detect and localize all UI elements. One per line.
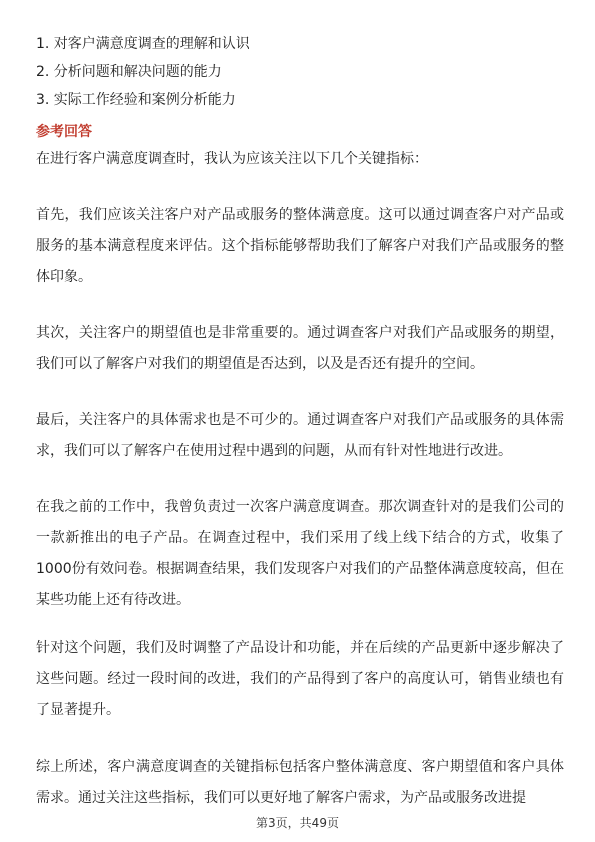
answer-paragraph: 最后，关注客户的具体需求也是不可少的。通过调查客户对我们产品或服务的具体需求，我们可以了解客户在使用过程中遇到的问题，从而有针对性地进行改进。 [36,412,564,459]
answer-paragraph: 其次，关注客户的期望值也是非常重要的。通过调查客户对我们产品或服务的期望，我们可以了解客户对我们的期望值是否达到，以及是否还有提升的空间。 [36,325,564,372]
answer-paragraph: 针对这个问题，我们及时调整了产品设计和功能，并在后续的产品更新中逐步解决了这些问题。经过一段时间的改进，我们的产品得到了客户的高度认可，销售业绩也有了显著提升。 [36,640,564,718]
reference-answer-heading: 参考回答 [36,124,92,140]
criteria-item: 3. 实际工作经验和案例分析能力 [36,92,236,108]
page-number: 第3页，共49页 [256,816,339,830]
criteria-item: 1. 对客户满意度调查的理解和认识 [36,36,250,52]
answer-paragraph: 在我之前的工作中，我曾负责过一次客户满意度调查。那次调查针对的是我们公司的一款新推出的电子产品。在调查过程中，我们采用了线上线下结合的方式，收集了1000份有效问卷。根据调查结果，我们发现客户对我们的产品整体满意度较高，但在某些功能上还有待改进。 [36,499,564,608]
answer-paragraph: 首先，我们应该关注客户对产品或服务的整体满意度。这可以通过调查客户对产品或服务的基本满意程度来评估。这个指标能够帮助我们了解客户对我们产品或服务的整体印象。 [36,207,564,285]
answer-paragraph: 综上所述，客户满意度调查的关键指标包括客户整体满意度、客户期望值和客户具体需求。通过关注这些指标，我们可以更好地了解客户需求，为产品或服务改进提 [36,759,564,806]
answer-intro: 在进行客户满意度调查时，我认为应该关注以下几个关键指标： [36,151,428,167]
criteria-item: 2. 分析问题和解决问题的能力 [36,64,222,80]
evaluation-criteria-list [36,30,566,114]
